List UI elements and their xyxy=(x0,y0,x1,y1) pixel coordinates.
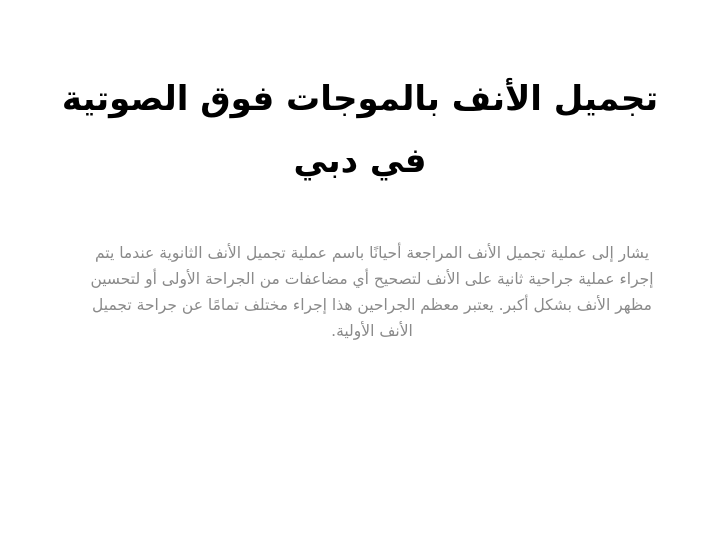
slide-title: تجميل الأنف بالموجات فوق الصوتية في دبي xyxy=(61,79,659,181)
slide-body-text: يشار إلى عملية تجميل الأنف المراجعة أحيانًا باسم عملية تجميل الأنف الثانوية عندما يتم إجراء عملية جراحية ثانية على الأنف لتصحيح أي مضاعفات من الجراحة الأولى أو لتحسين مظهر الأنف بشكل أكبر. يعتبر معظم الجراحين هذا إجراء مختلف تمامًا عن جراحة تجميل الأنف الأولية. xyxy=(90,244,654,340)
